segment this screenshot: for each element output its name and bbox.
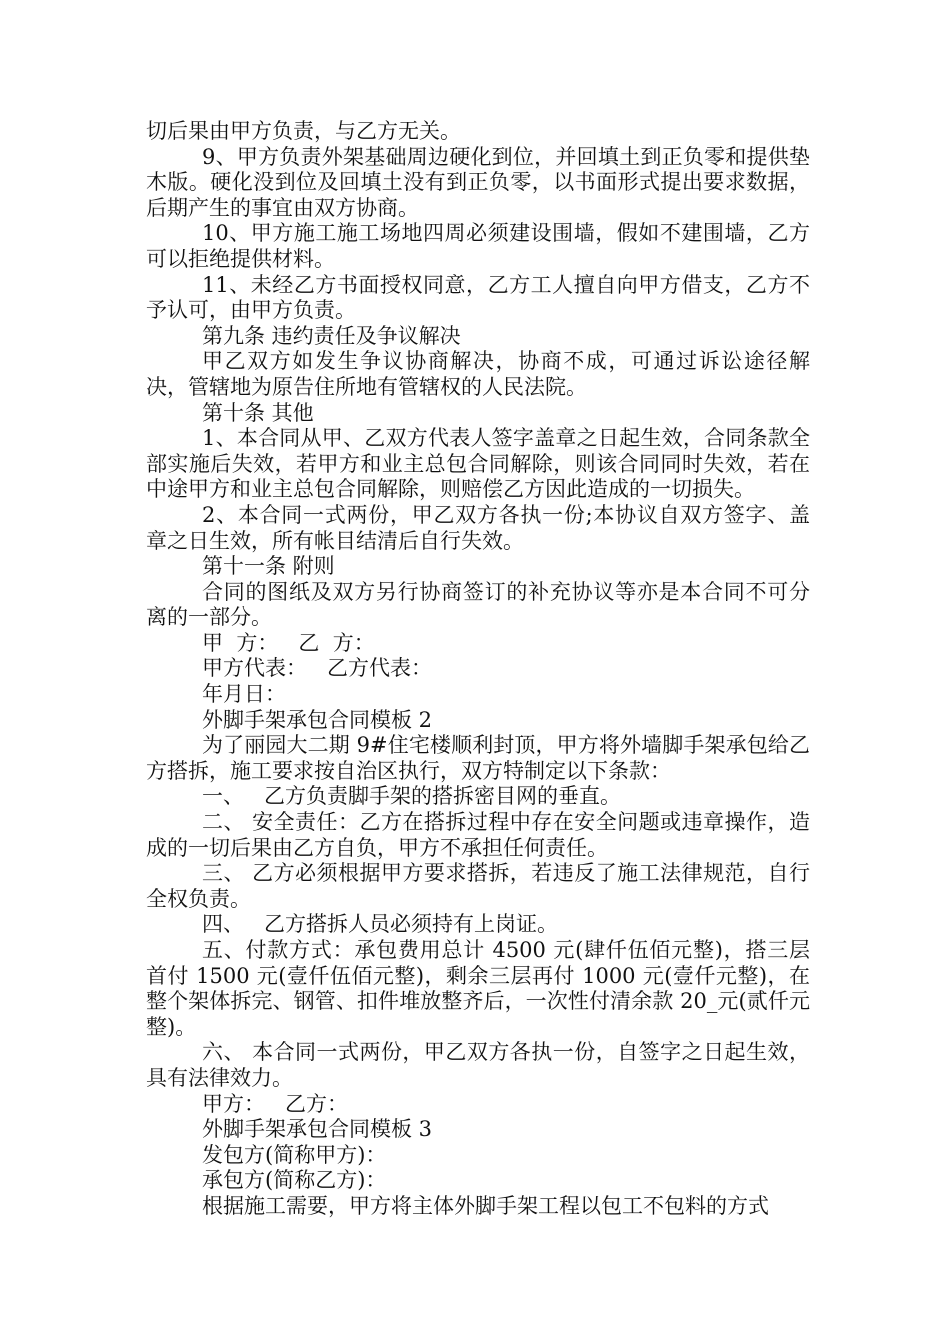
date-line: 年月日： (202, 682, 286, 707)
article-10-heading: 第十条 其他 (202, 400, 314, 425)
contractor-line: 承包方(简称乙方)： (202, 1168, 387, 1193)
template-2-item-3: 三、 乙方必须根据甲方要求搭拆，若违反了施工法律规范，自行全权负责。 (146, 861, 810, 911)
template-2-item-6: 六、 本合同一式两份，甲乙双方各执一份，自签字之日起生效，具有法律效力。 (146, 1040, 810, 1090)
template-2-item-5: 五、付款方式：承包费用总计 4500 元(肆仟伍佰元整)，搭三层首付 1500 元(壹仟伍佰元整)，剩余三层再付 1000 元(壹仟元整)，在整个架体拆完、钢管、扣件堆放整齐后，一次性付清余款 20_元(贰仟元整)。 (146, 938, 810, 1039)
representative-signature-line: 甲方代表： 乙方代表： (202, 656, 433, 681)
template-2-item-1: 一、 乙方负责脚手架的搭拆密目网的垂直。 (202, 784, 622, 809)
article-9-heading: 第九条 违约责任及争议解决 (202, 323, 461, 348)
document-body (146, 119, 810, 1220)
template-2-title: 外脚手架承包合同模板 2 (202, 707, 433, 732)
article-11-heading: 第十一条 附则 (202, 554, 335, 579)
dispute-resolution-paragraph: 甲乙双方如发生争议协商解决，协商不成，可通过诉讼途径解决，管辖地为原告住所地有管辖权的人民法院。 (146, 349, 810, 399)
employer-line: 发包方(简称甲方)： (202, 1142, 387, 1167)
template-2-item-4: 四、 乙方搭拆人员必须持有上岗证。 (202, 912, 559, 937)
template-2-signature-line: 甲方： 乙方： (202, 1091, 349, 1116)
template-3-title: 外脚手架承包合同模板 3 (202, 1117, 433, 1142)
paragraph-continuation: 切后果由甲方负责，与乙方无关。 (146, 119, 461, 143)
party-signature-line: 甲 方： 乙 方： (202, 630, 375, 655)
article-10-item-1: 1、本合同从甲、乙双方代表人签字盖章之日起生效，合同条款全部实施后失效，若甲方和业主总包合同解除，则该合同同时失效，若在中途甲方和业主总包合同解除，则赔偿乙方因此造成的一切损失。 (146, 426, 810, 502)
clause-11: 11、未经乙方书面授权同意，乙方工人擅自向甲方借支，乙方不予认可，由甲方负责。 (146, 272, 810, 323)
appendix-paragraph: 合同的图纸及双方另行协商签订的补充协议等亦是本合同不可分离的一部分。 (146, 579, 810, 630)
clause-10: 10、甲方施工施工场地四周必须建设围墙，假如不建围墙，乙方可以拒绝提供材料。 (146, 221, 810, 271)
clause-9: 9、甲方负责外架基础周边硬化到位，并回填土到正负零和提供垫木版。硬化没到位及回填土没有到正负零，以书面形式提出要求数据，后期产生的事宜由双方协商。 (146, 144, 810, 220)
template-2-intro: 为了丽园大二期 9#住宅楼顺利封顶，甲方将外墙脚手架承包给乙方搭拆，施工要求按自治区执行，双方特制定以下条款： (146, 733, 810, 783)
template-2-item-2: 二、 安全责任：乙方在搭拆过程中存在安全问题或违章操作，造成的一切后果由乙方自负，甲方不承担任何责任。 (146, 810, 810, 860)
article-10-item-2: 2、本合同一式两份，甲乙双方各执一份;本协议自双方签字、盖章之日生效，所有帐目结清后自行失效。 (146, 502, 810, 553)
template-3-intro: 根据施工需要，甲方将主体外脚手架工程以包工不包料的方式 (202, 1193, 769, 1218)
